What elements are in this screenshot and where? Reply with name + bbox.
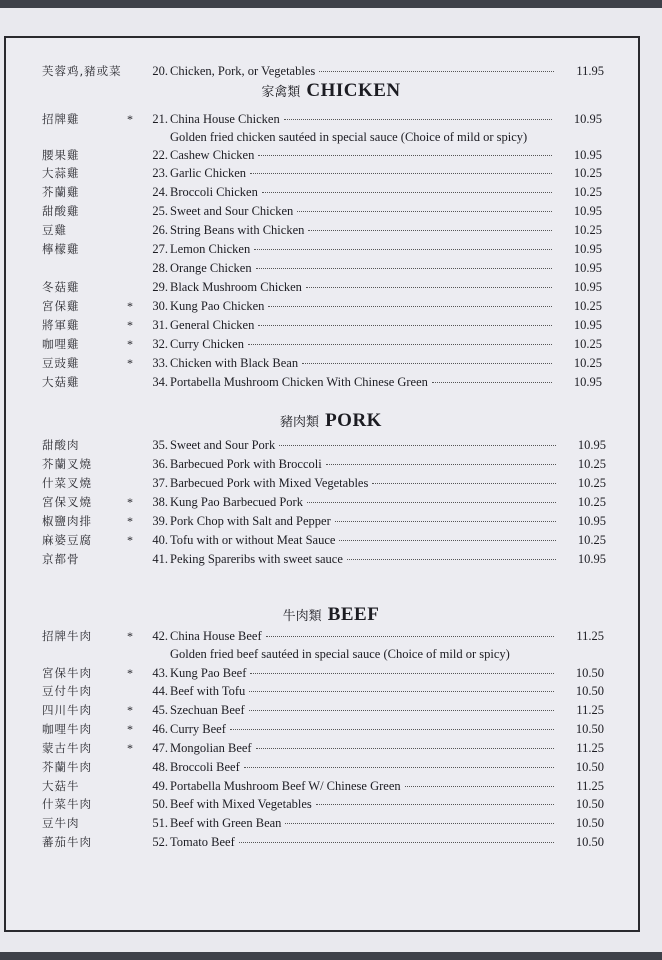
item-name: Beef with Green Bean [170,816,282,830]
menu-item-row [0,259,662,278]
spicy-marker: * [127,533,133,547]
dot-leader [254,240,552,250]
item-price: 10.95 [577,438,606,452]
item-price: 10.95 [573,204,602,218]
item-price: 10.25 [573,356,602,370]
dot-leader [239,833,554,843]
spicy-marker: * [127,495,133,509]
item-name: Sweet and Sour Chicken [170,204,294,218]
item-price: 10.50 [575,835,604,849]
dot-leader [285,814,554,824]
item-name-leader [170,531,560,550]
spicy-marker: * [127,741,133,755]
item-description: Golden fried chicken sautéed in special sauce (Choice of mild or spicy) [170,130,528,144]
menu-item-row [0,164,662,183]
dot-leader [432,373,552,383]
item-name: Chicken with Black Bean [170,356,299,370]
item-price: 10.25 [577,457,606,471]
item-price: 10.25 [573,185,602,199]
item-price: 10.25 [577,476,606,490]
chinese-name: 大蒜雞 [42,166,80,180]
menu-item-row [0,795,662,814]
item-name: Kung Pao Barbecued Pork [170,495,303,509]
item-price: 10.25 [577,495,606,509]
item-number: 35. [152,438,168,452]
item-price: 11.25 [576,703,604,717]
spicy-marker: * [127,299,133,313]
item-name-leader [170,814,558,833]
item-name-leader [170,739,558,758]
item-name: Pork Chop with Salt and Pepper [170,514,331,528]
item-description: Golden fried beef sautéed in special sauce (Choice of mild or spicy) [170,647,510,661]
item-number: 48. [152,760,168,774]
item-name-leader [170,474,560,493]
item-name-leader [170,720,558,739]
dot-leader [307,493,556,503]
dot-leader [326,455,556,465]
item-number: 49. [152,779,168,793]
chinese-name: 豆付牛肉 [42,684,92,698]
item-name: Curry Beef [170,722,226,736]
item-number: 23. [152,166,168,180]
item-name-leader [170,512,560,531]
dot-leader [250,164,552,174]
chinese-name: 麻婆豆腐 [42,533,92,547]
chinese-name: 宮保雞 [42,299,80,313]
item-name-leader [170,682,558,701]
chinese-name: 宮保叉燒 [42,495,92,509]
menu-item-row [0,701,662,720]
chinese-name: 大菇牛 [42,779,80,793]
item-price: 10.25 [573,223,602,237]
item-name-leader [170,493,560,512]
spicy-marker: * [127,112,133,126]
item-name-leader [170,110,556,129]
item-price: 10.25 [577,533,606,547]
chinese-name: 冬菇雞 [42,280,80,294]
item-name-leader [170,664,558,683]
item-number: 41. [152,552,168,566]
chinese-name: 檸檬雞 [42,242,80,256]
dot-leader [244,758,554,768]
dot-leader [308,221,552,231]
dot-leader [347,550,556,560]
dot-leader [268,297,552,307]
dot-leader [284,110,552,120]
spicy-marker: * [127,514,133,528]
menu-item-row [0,682,662,701]
menu-item-row [0,297,662,316]
item-number: 40. [152,533,168,547]
dot-leader [316,795,554,805]
item-name-leader [170,833,558,852]
dot-leader [262,183,552,193]
dot-leader [319,62,554,72]
item-number: 27. [152,242,168,256]
item-price: 11.25 [576,779,604,793]
item-name: Portabella Mushroom Chicken With Chinese Green [170,375,428,389]
item-price: 10.50 [575,666,604,680]
dot-leader [250,664,554,674]
chinese-name: 豆雞 [42,223,67,237]
dot-leader [335,512,556,522]
item-name: Black Mushroom Chicken [170,280,302,294]
item-price: 10.95 [573,148,602,162]
spicy-marker: * [127,722,133,736]
menu-item-row [0,335,662,354]
dot-leader [339,531,556,541]
item-name: Peking Spareribs with sweet sauce [170,552,343,566]
chinese-name: 豆豉雞 [42,356,80,370]
menu-item-row [0,474,662,493]
chinese-name: 將軍雞 [42,318,80,332]
item-name: Tofu with or without Meat Sauce [170,533,336,547]
chinese-name: 招牌雞 [42,112,80,126]
dot-leader [302,354,552,364]
dot-leader [258,146,552,156]
dot-leader [297,202,552,212]
item-name: Garlic Chicken [170,166,247,180]
item-price: 10.95 [577,514,606,528]
item-number: 50. [152,797,168,811]
menu-item-row [0,316,662,335]
item-name: General Chicken [170,318,255,332]
chinese-name: 芥蘭雞 [42,185,80,199]
item-name: Curry Chicken [170,337,244,351]
menu-item-row [0,758,662,777]
section-title: BEEF [327,604,380,625]
spicy-marker: * [127,666,133,680]
item-name-leader [170,436,560,455]
item-name-leader [170,146,556,165]
item-number: 25. [152,204,168,218]
item-price: 10.50 [575,816,604,830]
item-number: 46. [152,722,168,736]
item-price: 10.25 [573,166,602,180]
item-name: Sweet and Sour Pork [170,438,276,452]
menu-item-row [0,183,662,202]
item-number: 37. [152,476,168,490]
chinese-name: 咖哩雞 [42,337,80,351]
dot-leader [405,777,554,787]
item-name: Beef with Tofu [170,684,246,698]
item-number: 31. [152,318,168,332]
item-name: Beef with Mixed Vegetables [170,797,312,811]
item-name-leader [170,373,556,392]
menu-item-row [0,146,662,165]
item-name-leader [170,240,556,259]
item-name-leader [170,183,556,202]
dot-leader [279,436,556,446]
menu-item-row [0,512,662,531]
dot-leader [230,720,554,730]
menu-item-row [0,739,662,758]
spicy-marker: * [127,629,133,643]
item-name-leader [170,62,558,81]
item-name-leader [170,701,558,720]
chinese-name: 芙蓉鸡,豬或菜 [42,64,122,78]
menu-item-row [0,550,662,569]
item-price: 11.25 [576,629,604,643]
item-name-leader [170,455,560,474]
chinese-name: 甜酸肉 [42,438,80,452]
menu-item-row [0,455,662,474]
menu-item-row [0,664,662,683]
item-name-leader [170,335,556,354]
item-number: 33. [152,356,168,370]
chinese-name: 咖哩牛肉 [42,722,92,736]
section-chinese-title: 家禽類 [261,85,301,100]
section-header [0,410,662,432]
menu-item-row [0,373,662,392]
item-number: 28. [152,261,168,275]
item-number: 30. [152,299,168,313]
item-name: Cashew Chicken [170,148,255,162]
item-number: 21. [152,112,168,126]
item-name-leader [170,550,560,569]
chinese-name: 甜酸雞 [42,204,80,218]
item-price: 10.50 [575,684,604,698]
item-number: 39. [152,514,168,528]
item-price: 10.95 [573,261,602,275]
item-number: 43. [152,666,168,680]
item-name: Lemon Chicken [170,242,251,256]
item-price: 10.95 [573,112,602,126]
section-title: CHICKEN [306,80,401,101]
menu-item-row [0,627,662,646]
item-price: 10.95 [577,552,606,566]
dot-leader [266,627,554,637]
item-number: 38. [152,495,168,509]
item-number: 20. [152,64,168,78]
item-name: China House Beef [170,629,262,643]
item-number: 47. [152,741,168,755]
chinese-name: 大菇雞 [42,375,80,389]
item-name: Tomato Beef [170,835,235,849]
dot-leader [256,739,554,749]
chinese-name: 什菜牛肉 [42,797,92,811]
dot-leader [256,259,552,269]
item-name: Kung Pao Chicken [170,299,265,313]
menu-item-row [0,278,662,297]
item-name: String Beans with Chicken [170,223,305,237]
dot-leader [372,474,556,484]
section-title: PORK [325,410,382,431]
menu-item-row [0,777,662,796]
item-name: Chicken, Pork, or Vegetables [170,64,316,78]
item-name-leader [170,297,556,316]
chinese-name: 豆牛肉 [42,816,80,830]
item-number: 36. [152,457,168,471]
item-name: Mongolian Beef [170,741,252,755]
item-name-leader [170,795,558,814]
spicy-marker: * [127,318,133,332]
item-name: Portabella Mushroom Beef W/ Chinese Green [170,779,401,793]
item-number: 32. [152,337,168,351]
dot-leader [248,335,552,345]
item-price: 10.50 [575,760,604,774]
menu-item-row [0,814,662,833]
item-price: 10.95 [573,280,602,294]
item-number: 52. [152,835,168,849]
item-name: Szechuan Beef [170,703,245,717]
spicy-marker: * [127,703,133,717]
chinese-name: 宮保牛肉 [42,666,92,680]
item-name-leader [170,164,556,183]
menu-item-row [0,833,662,852]
menu-item-row [0,240,662,259]
menu-item-row [0,110,662,129]
item-price: 10.50 [575,722,604,736]
section-chinese-title: 豬肉類 [280,415,320,430]
item-name-leader [170,259,556,278]
dot-leader [258,316,552,326]
menu-item-row [0,62,662,81]
spicy-marker: * [127,356,133,370]
item-number: 45. [152,703,168,717]
section-header [0,80,662,102]
menu-item-row [0,354,662,373]
menu-item-row [0,531,662,550]
item-number: 34. [152,375,168,389]
item-number: 22. [152,148,168,162]
item-number: 29. [152,280,168,294]
menu-item-row [0,202,662,221]
section-header [0,604,662,626]
item-price: 10.95 [573,242,602,256]
chinese-name: 什菜叉燒 [42,476,92,490]
item-number: 42. [152,629,168,643]
dot-leader [249,682,554,692]
item-name: Broccoli Beef [170,760,240,774]
item-name-leader [170,758,558,777]
item-number: 51. [152,816,168,830]
item-price: 11.95 [576,64,604,78]
chinese-name: 芥蘭牛肉 [42,760,92,774]
item-name: China House Chicken [170,112,280,126]
item-name: Broccoli Chicken [170,185,258,199]
menu-item-row [0,436,662,455]
item-price: 11.25 [576,741,604,755]
chinese-name: 腰果雞 [42,148,80,162]
menu-item-row [0,493,662,512]
chinese-name: 椒鹽肉排 [42,514,92,528]
section-chinese-title: 牛肉類 [282,609,322,624]
item-price: 10.50 [575,797,604,811]
chinese-name: 招牌牛肉 [42,629,92,643]
dot-leader [249,701,554,711]
chinese-name: 芥蘭叉燒 [42,457,92,471]
item-name-leader [170,627,558,646]
chinese-name: 京都骨 [42,552,80,566]
dot-leader [306,278,552,288]
chinese-name: 四川牛肉 [42,703,92,717]
item-name: Barbecued Pork with Mixed Vegetables [170,476,369,490]
menu-item-row [0,221,662,240]
item-number: 24. [152,185,168,199]
item-name-leader [170,221,556,240]
chinese-name: 蕃茄牛肉 [42,835,92,849]
item-number: 26. [152,223,168,237]
item-name-leader [170,777,558,796]
chinese-name: 蒙古牛肉 [42,741,92,755]
item-name: Barbecued Pork with Broccoli [170,457,322,471]
item-price: 10.95 [573,375,602,389]
item-name-leader [170,354,556,373]
item-price: 10.25 [573,337,602,351]
item-name-leader [170,278,556,297]
item-name-leader [170,202,556,221]
menu-item-row [0,720,662,739]
item-price: 10.25 [573,299,602,313]
item-name: Orange Chicken [170,261,252,275]
item-number: 44. [152,684,168,698]
spicy-marker: * [127,337,133,351]
item-name: Kung Pao Beef [170,666,247,680]
item-price: 10.95 [573,318,602,332]
item-name-leader [170,316,556,335]
